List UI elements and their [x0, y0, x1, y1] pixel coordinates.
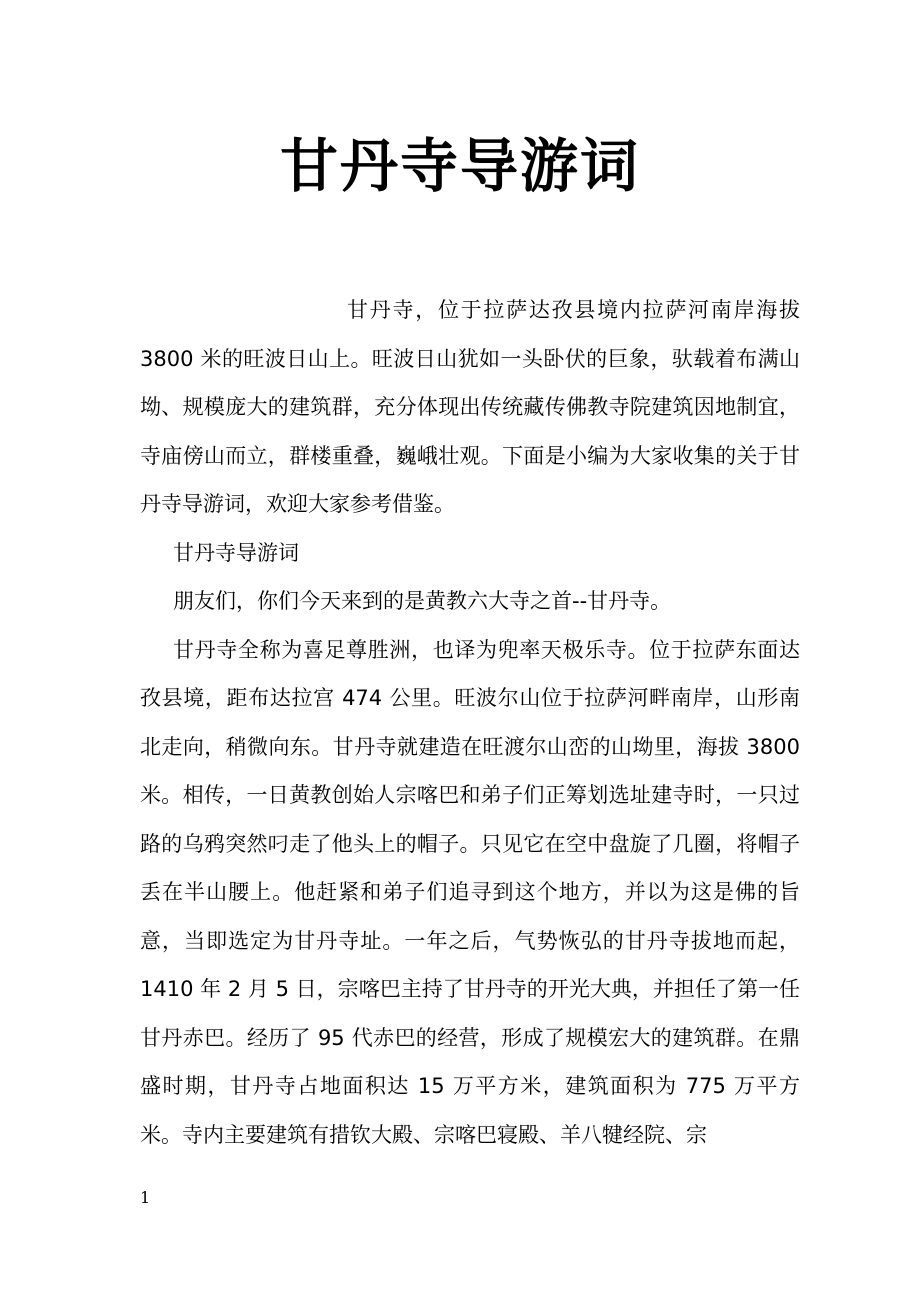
intro-paragraph: 甘丹寺，位于拉萨达孜县境内拉萨河南岸海拔 3800 米的旺波日山上。旺波日山犹如一头卧伏的巨象，驮载着布满山坳、规模庞大的建筑群，充分体现出传统藏传佛教寺院建筑因地制宜，寺庙傍山而立，群楼重叠，巍峨壮观。下面是小编为大家收集的关于甘丹寺导游词，欢迎大家参考借鉴。	[140, 298, 800, 516]
document-title: 甘丹寺导游词	[279, 132, 640, 200]
section-subtitle: 甘丹寺导游词	[173, 540, 299, 565]
page-number: 1	[140, 1188, 151, 1207]
document-body	[140, 286, 800, 1159]
greeting-paragraph: 朋友们，你们今天来到的是黄教六大寺之首--甘丹寺。	[173, 589, 672, 613]
main-paragraph: 甘丹寺全称为喜足尊胜洲，也译为兜率天极乐寺。位于拉萨东面达孜县境，距布达拉宫 474 公里。旺波尔山位于拉萨河畔南岸，山形南北走向，稍微向东。甘丹寺就建造在旺渡尔山峦的山坳里，海拔 3800 米。相传，一日黄教创始人宗喀巴和弟子们正筹划选址建寺时，一只过路的乌鸦突然叼走了他头上的帽子。只见它在空中盘旋了几圈，将帽子丢在半山腰上。他赶紧和弟子们追寻到这个地方，并以为这是佛的旨意，当即选定为甘丹寺址。一年之后，气势恢弘的甘丹寺拔地而起，1410 年 2 月 5 日，宗喀巴主持了甘丹寺的开光大典，并担任了第一任甘丹赤巴。经历了 95 代赤巴的经营，形成了规模宏大的建筑群。在鼎盛时期，甘丹寺占地面积达 15 万平方米，建筑面积为 775 万平方米。寺内主要建筑有措钦大殿、宗喀巴寝殿、羊八犍经院、宗	[140, 637, 800, 1147]
